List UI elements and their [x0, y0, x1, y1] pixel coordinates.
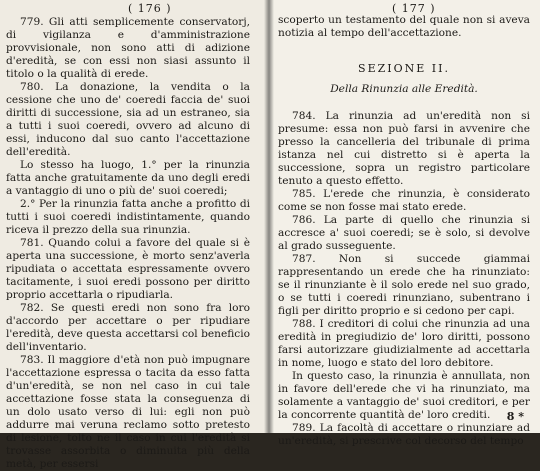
book-gutter: [264, 0, 274, 433]
article-782: 782. Se questi eredi non sono fra loro d'accordo per accettare o per ripudiare l'eredità, deve questa accettarsi col beneficio dell'inventario.: [6, 302, 250, 353]
article-780-clause-2: 2.° Per la rinunzia fatta anche a profitto di tutti i suoi coeredi indistintamente, quando riceva il prezzo della sua rinunzia.: [6, 198, 250, 236]
section-title: SEZIONE II.: [358, 62, 450, 75]
article-789: 789. La facoltà di accettare o rinunziare ad un'eredità, si prescrive col decorso del tempo: [278, 422, 530, 447]
article-786: 786. La parte di quello che rinunzia si accresce a' suoi coeredi; se è solo, si devolve al grado susseguente.: [278, 214, 530, 252]
article-785: 785. L'erede che rinunzia, è considerato come se non fosse mai stato erede.: [278, 188, 530, 213]
signature-mark: 8 *: [506, 410, 524, 423]
right-page-number: ( 177 ): [392, 2, 436, 15]
left-page: [0, 0, 268, 470]
article-788: 788. I creditori di colui che rinunzia ad una eredità in pregiudizio de' loro diritti, possono farsi autorizzare giudizialmente ad accettarla in nome, luogo e stato del loro debitore.: [278, 318, 530, 369]
article-783: 783. Il maggiore d'età non può impugnare l'accettazione espressa o tacita da esso fatta d'un'eredità, se non nel caso in cui tale accettazione fosse stata la conseguenza di un dolo usato verso di lui: egli non può addurre mai veruna reclamo sotto pretesto di lesione, tolto ne il caso in cui l'eredità si trovasse assorbita o diminuita più della metà, per essersi: [6, 354, 250, 470]
continued-text: scoperto un testamento del quale non si aveva notizia al tempo dell'accettazione.: [278, 14, 530, 39]
article-780: 780. La donazione, la vendita o la cessione che uno de' coeredi faccia de' suoi diritti di successione, sia ad un estraneo, sia a tutti i suoi coeredi, ovvero ad alcuno di essi, inducono dal suo canto l'accettazione dell'eredità.: [6, 81, 250, 158]
article-779: 779. Gli atti semplicemente conservatorj, di vigilanza e d'amministrazione provvisionale, non sono atti di adizione d'eredità, se con essi non siasi assunto il titolo o la qualità di erede.: [6, 16, 250, 80]
article-780-clause-1: Lo stesso ha luogo, 1.° per la rinunzia fatta anche gratuitamente da uno degli eredi a vantaggio di uno o più de' suoi coeredi;: [6, 159, 250, 197]
left-page-number: ( 176 ): [128, 2, 172, 15]
article-781: 781. Quando colui a favore del quale si è aperta una successione, è morto senz'averla ripudiata o accettata espressamente ovvero tacitamente, i suoi eredi possono per diritto proprio accettarla o ripudiarla.: [6, 237, 250, 301]
section-subtitle: Della Rinunzia alle Eredità.: [330, 83, 478, 95]
article-788-continued: In questo caso, la rinunzia è annullata, non in favore dell'erede che vi ha rinunziato, ma solamente a vantaggio de' suoi creditori, e per la concorrente quantità de' loro crediti.: [278, 370, 530, 421]
right-page: [270, 0, 540, 447]
article-784: 784. La rinunzia ad un'eredità non si presume: essa non può farsi in avvenire che presso la cancelleria del tribunale di prima istanza nel cui distretto si è aperta la successione, sopra un registro particolare tenuto a questo effetto.: [278, 110, 530, 187]
left-page-body: [6, 12, 250, 471]
article-787: 787. Non si succede giammai rappresentando un erede che ha rinunziato: se il rinunziante è il solo erede nel suo grado, o se tutti i coeredi rinunziano, subentrano i figli per diritto proprio e si cedono per capi.: [278, 253, 530, 317]
right-page-body: [278, 6, 530, 448]
